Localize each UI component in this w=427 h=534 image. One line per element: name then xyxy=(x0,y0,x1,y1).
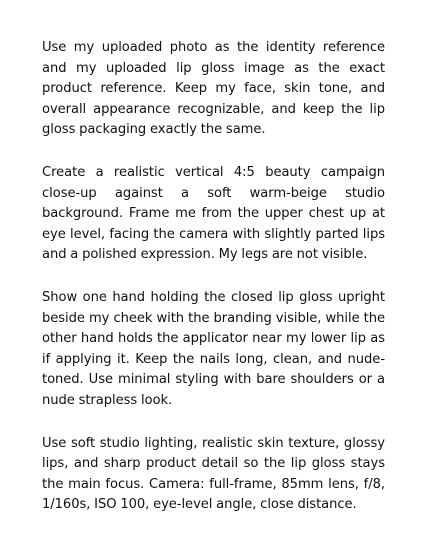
paragraph-campaign-framing: Create a realistic vertical 4:5 beauty campaign close-up against a soft warm-beige studio background. Frame me from the upper chest up at eye level, facing the camera with slightly parted lips and a polished expression. My legs are not visible. xyxy=(42,164,385,263)
paragraph-hand-pose: Show one hand holding the closed lip gloss upright beside my cheek with the branding visible, while the other hand holds the applicator near my lower lip as if applying it. Keep the nails long, clean, and nude-toned. Use minimal styling with bare shoulders or a nude strapless look. xyxy=(42,289,385,408)
paragraph-lighting-camera: Use soft studio lighting, realistic skin texture, glossy lips, and sharp product detail so the lip gloss stays the main focus. Camera: full-frame, 85mm lens, f/8, 1/160s, ISO 100, eye-level angle, close distance. xyxy=(42,435,385,513)
paragraph-identity-reference: Use my uploaded photo as the identity reference and my uploaded lip gloss image as the exact product reference. Keep my face, skin tone, and overall appearance recognizable, and keep the lip gloss packaging exactly the same. xyxy=(42,40,385,138)
